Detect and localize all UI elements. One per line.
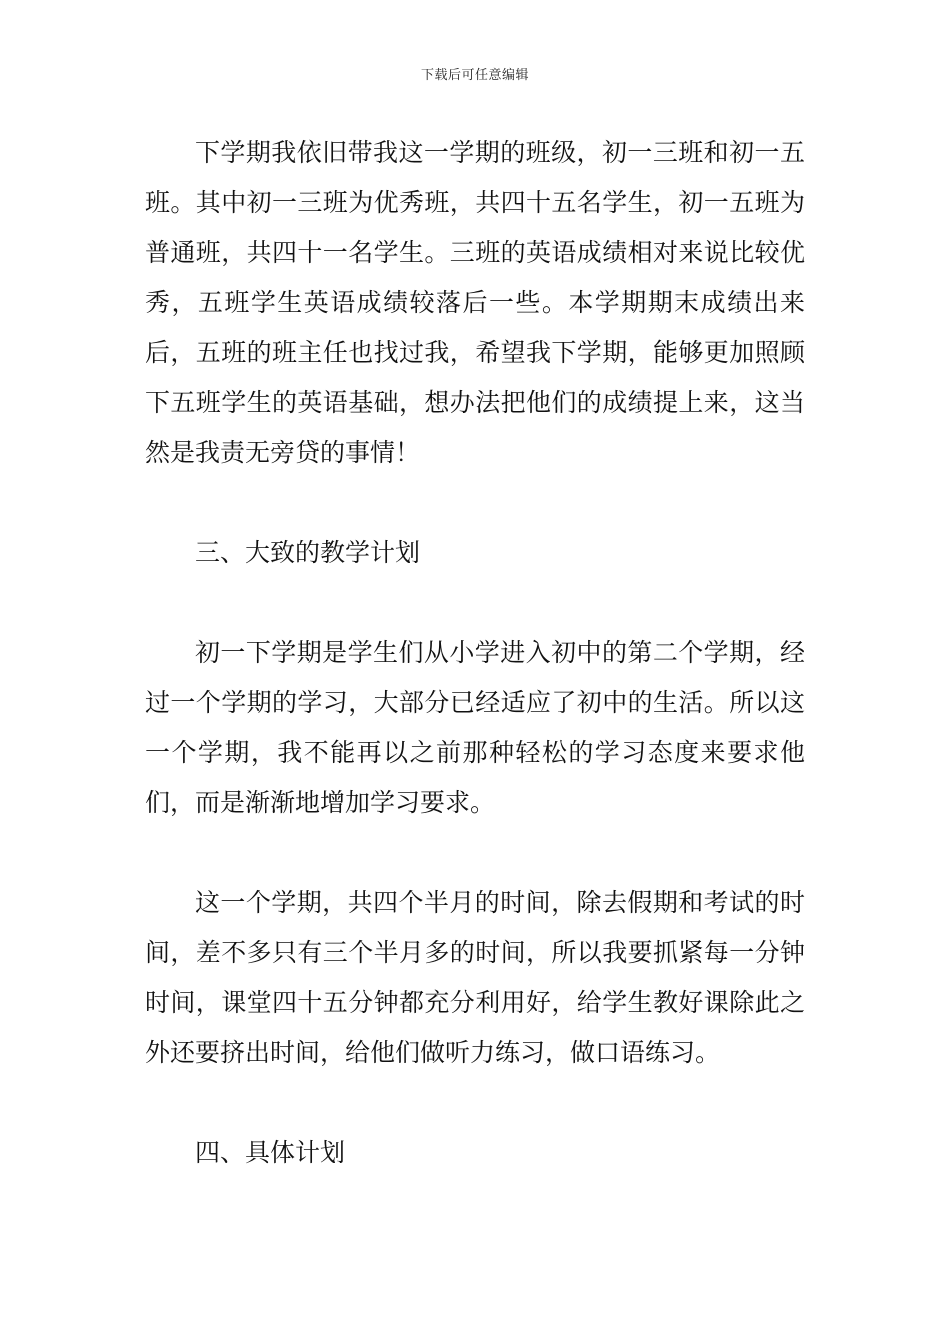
paragraph-gap xyxy=(145,478,805,528)
paragraph-gap xyxy=(145,578,805,628)
section-heading-specific-plan: 四、具体计划 xyxy=(195,1138,346,1167)
paragraph-gap xyxy=(145,828,805,878)
section-heading-general-plan: 三、大致的教学计划 xyxy=(195,538,421,567)
page-header-note: 下载后可任意编辑 xyxy=(420,68,529,83)
paragraph-gap xyxy=(145,1078,805,1128)
paragraph-time-plan: 这一个学期，共四个半月的时间，除去假期和考试的时间，差不多只有三个半月多的时间，所以我要抓紧每一分钟时间，课堂四十五分钟都充分利用好，给学生教好课除此之外还要挤出时间，给他们做听力练习，做口语练习。 xyxy=(145,888,805,1067)
document-body xyxy=(145,128,805,1178)
paragraph-semester-intro: 初一下学期是学生们从小学进入初中的第二个学期，经过一个学期的学习，大部分已经适应了初中的生活。所以这一个学期，我不能再以之前那种轻松的学习态度来要求他们，而是渐渐地增加学习要求。 xyxy=(145,638,805,817)
paragraph-class-overview: 下学期我依旧带我这一学期的班级，初一三班和初一五班。其中初一三班为优秀班，共四十五名学生，初一五班为普通班，共四十一名学生。三班的英语成绩相对来说比较优秀，五班学生英语成绩较落后一些。本学期期末成绩出来后，五班的班主任也找过我，希望我下学期，能够更加照顾下五班学生的英语基础，想办法把他们的成绩提上来，这当然是我责无旁贷的事情！ xyxy=(145,138,805,467)
